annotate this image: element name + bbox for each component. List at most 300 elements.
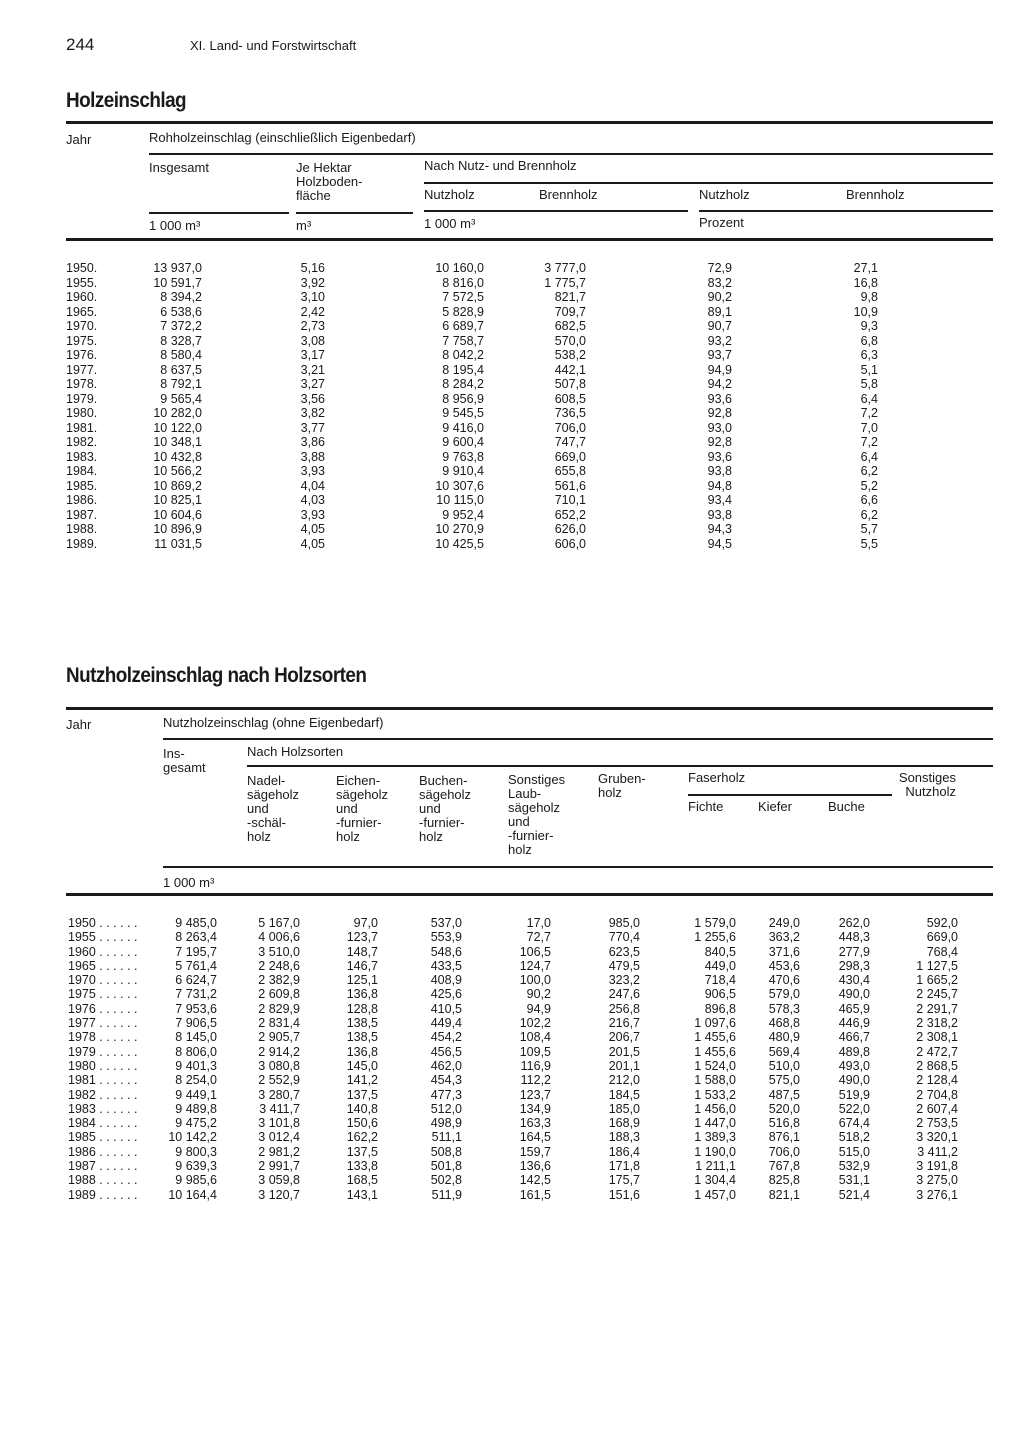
table1-cell: 10 348,1 xyxy=(153,435,202,449)
table1-cell: 5 828,9 xyxy=(442,304,484,319)
table2-cell: 128,8 xyxy=(346,1001,378,1016)
table1-cell: 92,8 xyxy=(707,406,732,420)
table1-cell: 3,21 xyxy=(300,362,325,377)
table2-cell: 1 211,1 xyxy=(695,1159,736,1174)
table2-cell: 480,9 xyxy=(768,1030,800,1045)
table2-cell: 8 145,0 xyxy=(175,1030,217,1045)
table2-unit: 1 000 m³ xyxy=(163,875,215,890)
table1-cell: 10,9 xyxy=(853,304,878,319)
table2-cell: 1977 . . . . . . xyxy=(68,1016,138,1031)
table1-cell: 27,1 xyxy=(853,261,878,275)
table1-cell: 3,82 xyxy=(300,406,325,420)
table2-row xyxy=(0,930,1024,944)
table2-row xyxy=(0,945,1024,959)
table2-body xyxy=(0,916,1024,1202)
table2-row xyxy=(0,1116,1024,1130)
table2-cell: 906,5 xyxy=(704,987,736,1002)
table2-cell: 1987 . . . . . . xyxy=(68,1159,138,1174)
table1-cell: 9,8 xyxy=(860,290,878,304)
table2-group-rule xyxy=(163,738,993,740)
table2-cell: 1955 . . . . . . xyxy=(68,930,138,945)
table2-cell: 2 704,8 xyxy=(916,1087,958,1102)
table2-cell: 168,5 xyxy=(346,1173,378,1188)
table1-cell: 9 910,4 xyxy=(442,464,484,478)
table1-header-brennholz: Brennholz xyxy=(539,187,598,202)
table2-cell: 145,0 xyxy=(346,1058,378,1073)
table2-cell: 1 524,0 xyxy=(694,1058,736,1073)
table1-cell: 94,5 xyxy=(707,536,732,551)
table2-cell: 7 906,5 xyxy=(175,1016,217,1031)
table2-header-nadel: Nadel- sägeholz und -schäl- holz xyxy=(247,773,300,844)
table2-cell: 1965 . . . . . . xyxy=(68,958,138,973)
table2-cell: 186,4 xyxy=(608,1144,640,1159)
table2-cell: 6 624,7 xyxy=(175,973,217,988)
table1-cell: 10 425,5 xyxy=(435,536,484,551)
table2-cell: 548,6 xyxy=(430,944,462,959)
table2-cell: 1982 . . . . . . xyxy=(68,1087,138,1102)
table2-cell: 1980 . . . . . . xyxy=(68,1058,138,1073)
table2-cell: 456,5 xyxy=(430,1044,462,1059)
table1-cell: 9 600,4 xyxy=(442,435,484,449)
table2-cell: 206,7 xyxy=(608,1030,640,1045)
table2-cell: 1 588,0 xyxy=(694,1073,736,1088)
table2-cell: 706,0 xyxy=(768,1144,800,1159)
table2-cell: 453,6 xyxy=(768,958,800,973)
table1-cell: 736,5 xyxy=(554,406,586,420)
table2-cell: 501,8 xyxy=(430,1159,462,1174)
table1-cell: 3,17 xyxy=(300,348,325,362)
table1-header-nutzholz-pct: Nutzholz xyxy=(699,187,750,202)
table1-cell: 4,03 xyxy=(300,493,325,507)
table1-cell: 682,5 xyxy=(554,319,586,333)
table2-cell: 449,0 xyxy=(704,958,736,973)
table2-cell: 521,4 xyxy=(838,1187,870,1202)
table1-unit-rule-c xyxy=(424,210,688,212)
table1-body xyxy=(0,261,1024,551)
table2-row xyxy=(0,1073,1024,1087)
table1-cell: 709,7 xyxy=(554,304,586,319)
table2-cell: 770,4 xyxy=(608,930,640,945)
table2-cell: 592,0 xyxy=(926,916,958,930)
table2-cell: 102,2 xyxy=(519,1016,551,1031)
table1-cell: 94,9 xyxy=(707,362,732,377)
table1-cell: 90,7 xyxy=(707,319,732,333)
table2-cell: 470,6 xyxy=(768,973,800,988)
table2-cell: 1 127,5 xyxy=(916,958,958,973)
table2-cell: 425,6 xyxy=(430,987,462,1002)
table2-cell: 1989 . . . . . . xyxy=(68,1187,138,1202)
table2-cell: 454,2 xyxy=(430,1030,462,1045)
table2-cell: 2 472,7 xyxy=(916,1044,958,1059)
table2-cell: 142,5 xyxy=(519,1173,551,1188)
table2-header-bottom-rule xyxy=(66,893,993,896)
table2-row xyxy=(0,916,1024,930)
table1-cell: 538,2 xyxy=(554,348,586,362)
table1-row xyxy=(0,319,1024,334)
table1-cell: 16,8 xyxy=(853,275,878,290)
table1-header-bottom-rule xyxy=(66,238,993,241)
table1-cell: 1986. xyxy=(66,493,98,507)
table1-cell: 93,8 xyxy=(707,507,732,522)
table2-cell: 9 401,3 xyxy=(175,1058,217,1073)
table1-cell: 9 416,0 xyxy=(442,420,484,435)
table2-cell: 520,0 xyxy=(768,1101,800,1116)
table2-cell: 825,8 xyxy=(768,1173,800,1188)
table2-cell: 124,7 xyxy=(519,958,551,973)
table1-cell: 1983. xyxy=(66,449,98,464)
table2-header-fichte: Fichte xyxy=(688,799,724,814)
table2-cell: 2 753,5 xyxy=(916,1116,958,1131)
table2-cell: 511,9 xyxy=(431,1187,462,1202)
table2-cell: 3 276,1 xyxy=(916,1187,958,1202)
table2-cell: 433,5 xyxy=(430,958,462,973)
table2-cell: 2 128,4 xyxy=(916,1073,958,1088)
table1-cell: 7,0 xyxy=(860,420,878,435)
table1-row xyxy=(0,377,1024,392)
table2-cell: 489,8 xyxy=(838,1044,870,1059)
table2-cell: 466,7 xyxy=(838,1030,870,1045)
table1-cell: 6 689,7 xyxy=(442,319,484,333)
table1-cell: 1950. xyxy=(66,261,98,275)
table2-cell: 1978 . . . . . . xyxy=(68,1030,138,1045)
table2-cell: 623,5 xyxy=(608,944,640,959)
table2-cell: 137,5 xyxy=(346,1144,378,1159)
table2-cell: 1 097,6 xyxy=(694,1016,736,1031)
table1-cell: 10 307,6 xyxy=(435,478,484,493)
table2-cell: 262,0 xyxy=(838,916,870,930)
table2-cell: 2 318,2 xyxy=(916,1016,958,1031)
table1-row xyxy=(0,406,1024,421)
table2-row xyxy=(0,1130,1024,1144)
table2-cell: 1 457,0 xyxy=(694,1187,736,1202)
table2-cell: 578,3 xyxy=(768,1001,800,1016)
table2-cell: 1976 . . . . . . xyxy=(68,1001,138,1016)
table1-row xyxy=(0,435,1024,450)
table1-cell: 89,1 xyxy=(707,304,732,319)
table1-row xyxy=(0,493,1024,508)
table1-cell: 10 604,6 xyxy=(153,507,202,522)
table1-header-group: Rohholzeinschlag (einschließlich Eigenbedarf) xyxy=(149,130,416,145)
table2-cell: 2 382,9 xyxy=(258,973,300,988)
table2-cell: 3 411,7 xyxy=(259,1101,300,1116)
table1-cell: 3,27 xyxy=(300,377,325,391)
table2-cell: 579,0 xyxy=(768,987,800,1002)
table1-cell: 5,7 xyxy=(860,522,878,536)
table1-cell: 710,1 xyxy=(554,493,586,507)
table2-cell: 448,3 xyxy=(838,930,870,945)
table2-cell: 143,1 xyxy=(346,1187,378,1202)
table2-cell: 3 510,0 xyxy=(258,944,300,959)
table1-cell: 442,1 xyxy=(554,362,586,377)
table1-unit-1000b: 1 000 m³ xyxy=(424,216,476,231)
table2-cell: 1960 . . . . . . xyxy=(68,944,138,959)
table2-cell: 8 806,0 xyxy=(175,1044,217,1059)
table2-cell: 164,5 xyxy=(519,1130,551,1145)
table2-cell: 1 533,2 xyxy=(694,1087,736,1102)
table1-row xyxy=(0,348,1024,363)
table1-cell: 72,9 xyxy=(707,261,732,275)
table2-cell: 490,0 xyxy=(838,1073,870,1088)
table1-cell: 5,5 xyxy=(860,536,878,551)
table2-header-sonstiges-laub: Sonstiges Laub- sägeholz und -furnier- holz xyxy=(508,772,566,857)
table1-row xyxy=(0,276,1024,291)
table1-header-jahr: Jahr xyxy=(66,132,92,147)
table2-cell: 669,0 xyxy=(926,930,958,945)
table1-cell: 3,77 xyxy=(300,420,325,435)
table2-cell: 487,5 xyxy=(768,1087,800,1102)
table2-row xyxy=(0,1159,1024,1173)
table1-cell: 1989. xyxy=(66,536,98,551)
table1-cell: 9 952,4 xyxy=(442,507,484,522)
table2-header-nach: Nach Holzsorten xyxy=(247,744,344,759)
table2-header-eichen: Eichen- sägeholz und -furnier- holz xyxy=(336,773,389,844)
table1-cell: 8 956,9 xyxy=(442,391,484,406)
table2-cell: 510,0 xyxy=(768,1058,800,1073)
table2-row xyxy=(0,1102,1024,1116)
table2-cell: 515,0 xyxy=(838,1144,870,1159)
table1-cell: 6,6 xyxy=(860,493,878,507)
table1-cell: 3 777,0 xyxy=(544,261,586,275)
table2-cell: 162,2 xyxy=(346,1130,378,1145)
table2-cell: 9 489,8 xyxy=(175,1101,217,1116)
table1-cell: 94,3 xyxy=(707,522,732,536)
table1-cell: 8 394,2 xyxy=(160,290,202,304)
table1-cell: 8 580,4 xyxy=(160,348,202,362)
table2-header-sonstiges-nutz: Sonstiges Nutzholz xyxy=(898,770,956,799)
table2-cell: 674,4 xyxy=(838,1116,870,1131)
table2-cell: 17,0 xyxy=(526,916,551,930)
table1-cell: 3,08 xyxy=(300,333,325,348)
table2-cell: 10 142,2 xyxy=(168,1130,217,1145)
table1-cell: 10 869,2 xyxy=(153,478,202,493)
table2-cell: 511,1 xyxy=(431,1130,462,1145)
table2-cell: 430,4 xyxy=(838,973,870,988)
table2-cell: 136,8 xyxy=(346,987,378,1002)
table1-cell: 8 042,2 xyxy=(442,348,484,362)
table2-cell: 100,0 xyxy=(519,973,551,988)
table2-cell: 10 164,4 xyxy=(168,1187,217,1202)
table1-unit-rule-b xyxy=(296,212,413,214)
table1-cell: 3,88 xyxy=(300,449,325,464)
table2-cell: 490,0 xyxy=(838,987,870,1002)
table2-cell: 718,4 xyxy=(704,973,736,988)
table2-cell: 3 080,8 xyxy=(258,1058,300,1073)
table2-cell: 161,5 xyxy=(519,1187,551,1202)
table2-cell: 201,5 xyxy=(608,1044,640,1059)
table1-row xyxy=(0,450,1024,465)
table2-cell: 247,6 xyxy=(608,987,640,1002)
table1-cell: 747,7 xyxy=(554,435,586,449)
table2-cell: 1979 . . . . . . xyxy=(68,1044,138,1059)
table1-unit-rule-a xyxy=(149,212,289,214)
table2-cell: 9 800,3 xyxy=(175,1144,217,1159)
table2-cell: 151,6 xyxy=(608,1187,640,1202)
table2-cell: 109,5 xyxy=(519,1044,551,1059)
table1-group-rule xyxy=(149,153,993,155)
table2-cell: 985,0 xyxy=(608,916,640,930)
table2-cell: 2 829,9 xyxy=(258,1001,300,1016)
table2-row xyxy=(0,1188,1024,1202)
table1-cell: 10 115,0 xyxy=(436,493,484,507)
table2-cell: 2 609,8 xyxy=(258,987,300,1002)
table1-cell: 2,42 xyxy=(300,304,325,319)
table2-cell: 462,0 xyxy=(430,1058,462,1073)
table1-cell: 83,2 xyxy=(707,275,732,290)
table2-cell: 1 665,2 xyxy=(916,973,958,988)
table2-cell: 465,9 xyxy=(838,1001,870,1016)
table2-cell: 2 868,5 xyxy=(916,1058,958,1073)
table2-cell: 141,2 xyxy=(346,1073,378,1088)
table2-cell: 112,2 xyxy=(520,1073,551,1088)
table1-row xyxy=(0,537,1024,552)
table2-cell: 201,1 xyxy=(608,1058,640,1073)
table2-header-group: Nutzholzeinschlag (ohne Eigenbedarf) xyxy=(163,715,384,730)
table1-cell: 1970. xyxy=(66,319,98,333)
table1-unit-prozent: Prozent xyxy=(699,215,744,230)
table1-cell: 93,7 xyxy=(707,348,732,362)
table2-cell: 1 304,4 xyxy=(694,1173,736,1188)
table1-title: Holzeinschlag xyxy=(66,89,187,112)
table2-cell: 1984 . . . . . . xyxy=(68,1116,138,1131)
table2-cell: 171,8 xyxy=(608,1159,640,1174)
table1-cell: 6,8 xyxy=(860,333,878,348)
table2-cell: 449,4 xyxy=(430,1016,462,1031)
table1-cell: 10 432,8 xyxy=(153,449,202,464)
table1-row xyxy=(0,334,1024,349)
table2-cell: 408,9 xyxy=(430,973,462,988)
table1-row xyxy=(0,508,1024,523)
table1-cell: 6 538,6 xyxy=(160,304,202,319)
table1-cell: 93,6 xyxy=(707,391,732,406)
table2-cell: 138,5 xyxy=(346,1016,378,1031)
table2-cell: 136,6 xyxy=(519,1159,551,1174)
table2-cell: 3 275,0 xyxy=(916,1173,958,1188)
table2-row xyxy=(0,1173,1024,1187)
table1-unit-m3: m³ xyxy=(296,218,312,233)
chapter-title: XI. Land- und Forstwirtschaft xyxy=(190,38,357,53)
table1-cell: 92,8 xyxy=(707,435,732,449)
table2-cell: 1 447,0 xyxy=(694,1116,736,1131)
table2-cell: 3 191,8 xyxy=(916,1159,958,1174)
table1-cell: 5,1 xyxy=(860,362,878,377)
table1-cell: 6,3 xyxy=(860,348,878,362)
table2-cell: 9 485,0 xyxy=(175,916,217,930)
table1-cell: 4,05 xyxy=(300,522,325,536)
table2-cell: 3 120,7 xyxy=(258,1187,300,1202)
table1-row xyxy=(0,290,1024,305)
table2-header-gruben: Gruben- holz xyxy=(598,771,646,800)
table1-cell: 8 195,4 xyxy=(442,362,484,377)
table1-cell: 3,93 xyxy=(300,507,325,522)
table1-cell: 8 816,0 xyxy=(442,275,484,290)
table1-cell: 3,86 xyxy=(300,435,325,449)
table1-cell: 1980. xyxy=(66,406,98,420)
table1-cell: 8 328,7 xyxy=(160,333,202,348)
table2-cell: 371,6 xyxy=(768,944,800,959)
table1-cell: 4,05 xyxy=(300,536,325,551)
table2-cell: 3 280,7 xyxy=(258,1087,300,1102)
table2-cell: 498,9 xyxy=(430,1116,462,1131)
table1-cell: 1987. xyxy=(66,507,98,522)
table2-cell: 2 981,2 xyxy=(258,1144,300,1159)
table2-unit-rule xyxy=(163,866,993,868)
table2-cell: 768,4 xyxy=(926,944,958,959)
table1-cell: 7 372,2 xyxy=(160,319,202,333)
table1-cell: 1 775,7 xyxy=(544,275,586,290)
table1-cell: 5,2 xyxy=(860,478,878,493)
table2-cell: 298,3 xyxy=(838,958,870,973)
table2-row xyxy=(0,973,1024,987)
table1-cell: 93,6 xyxy=(707,449,732,464)
table1-cell: 608,5 xyxy=(554,391,586,406)
table1-cell: 1984. xyxy=(66,464,98,478)
table2-cell: 896,8 xyxy=(704,1001,736,1016)
table2-cell: 7 731,2 xyxy=(175,987,217,1002)
table2-cell: 2 914,2 xyxy=(258,1044,300,1059)
table2-cell: 185,0 xyxy=(608,1101,640,1116)
table2-cell: 108,4 xyxy=(519,1030,551,1045)
table1-cell: 10 282,0 xyxy=(153,406,202,420)
table2-cell: 1950 . . . . . . xyxy=(68,916,138,930)
table2-cell: 72,7 xyxy=(526,930,551,945)
table1-cell: 5,8 xyxy=(860,377,878,391)
table2-cell: 1981 . . . . . . xyxy=(68,1073,138,1088)
table2-cell: 454,3 xyxy=(430,1073,462,1088)
table2-cell: 840,5 xyxy=(704,944,736,959)
table1-cell: 1965. xyxy=(66,304,98,319)
table1-cell: 9,3 xyxy=(860,319,878,333)
table2-header-jahr: Jahr xyxy=(66,717,92,732)
page-number: 244 xyxy=(66,35,95,54)
table1-unit-rule-d xyxy=(699,210,993,212)
table2-cell: 553,9 xyxy=(430,930,462,945)
table2-cell: 150,6 xyxy=(346,1116,378,1131)
table2-cell: 531,1 xyxy=(838,1173,870,1188)
table2-cell: 1975 . . . . . . xyxy=(68,987,138,1002)
table1-cell: 10 591,7 xyxy=(153,275,202,290)
table1-cell: 606,0 xyxy=(554,536,586,551)
table1-cell: 1981. xyxy=(66,420,98,435)
table2-cell: 97,0 xyxy=(353,916,378,930)
table2-cell: 277,9 xyxy=(838,944,870,959)
table2-cell: 168,9 xyxy=(608,1116,640,1131)
table1-cell: 1978. xyxy=(66,377,98,391)
table2-cell: 479,5 xyxy=(608,958,640,973)
table2-cell: 468,8 xyxy=(768,1016,800,1031)
table2-cell: 2 291,7 xyxy=(916,1001,958,1016)
table2-cell: 123,7 xyxy=(519,1087,551,1102)
table1-cell: 7 758,7 xyxy=(442,333,484,348)
table2-cell: 138,5 xyxy=(346,1030,378,1045)
table2-cell: 537,0 xyxy=(430,916,462,930)
table2-cell: 410,5 xyxy=(430,1001,462,1016)
table1-cell: 1960. xyxy=(66,290,98,304)
table2-cell: 1983 . . . . . . xyxy=(68,1101,138,1116)
table2-cell: 3 101,8 xyxy=(258,1116,300,1131)
table2-nach-rule xyxy=(247,765,993,767)
table2-cell: 2 245,7 xyxy=(916,987,958,1002)
table1-cell: 6,2 xyxy=(860,464,878,478)
table2-cell: 4 006,6 xyxy=(258,930,300,945)
table2-cell: 1986 . . . . . . xyxy=(68,1144,138,1159)
table2-cell: 323,2 xyxy=(608,973,640,988)
table1-cell: 507,8 xyxy=(554,377,586,391)
table2-header-insgesamt: Ins- gesamt xyxy=(163,746,206,775)
table2-cell: 532,9 xyxy=(838,1159,870,1174)
table2-cell: 2 607,4 xyxy=(916,1101,958,1116)
table2-cell: 133,8 xyxy=(346,1159,378,1174)
table2-cell: 1 389,3 xyxy=(694,1130,736,1145)
